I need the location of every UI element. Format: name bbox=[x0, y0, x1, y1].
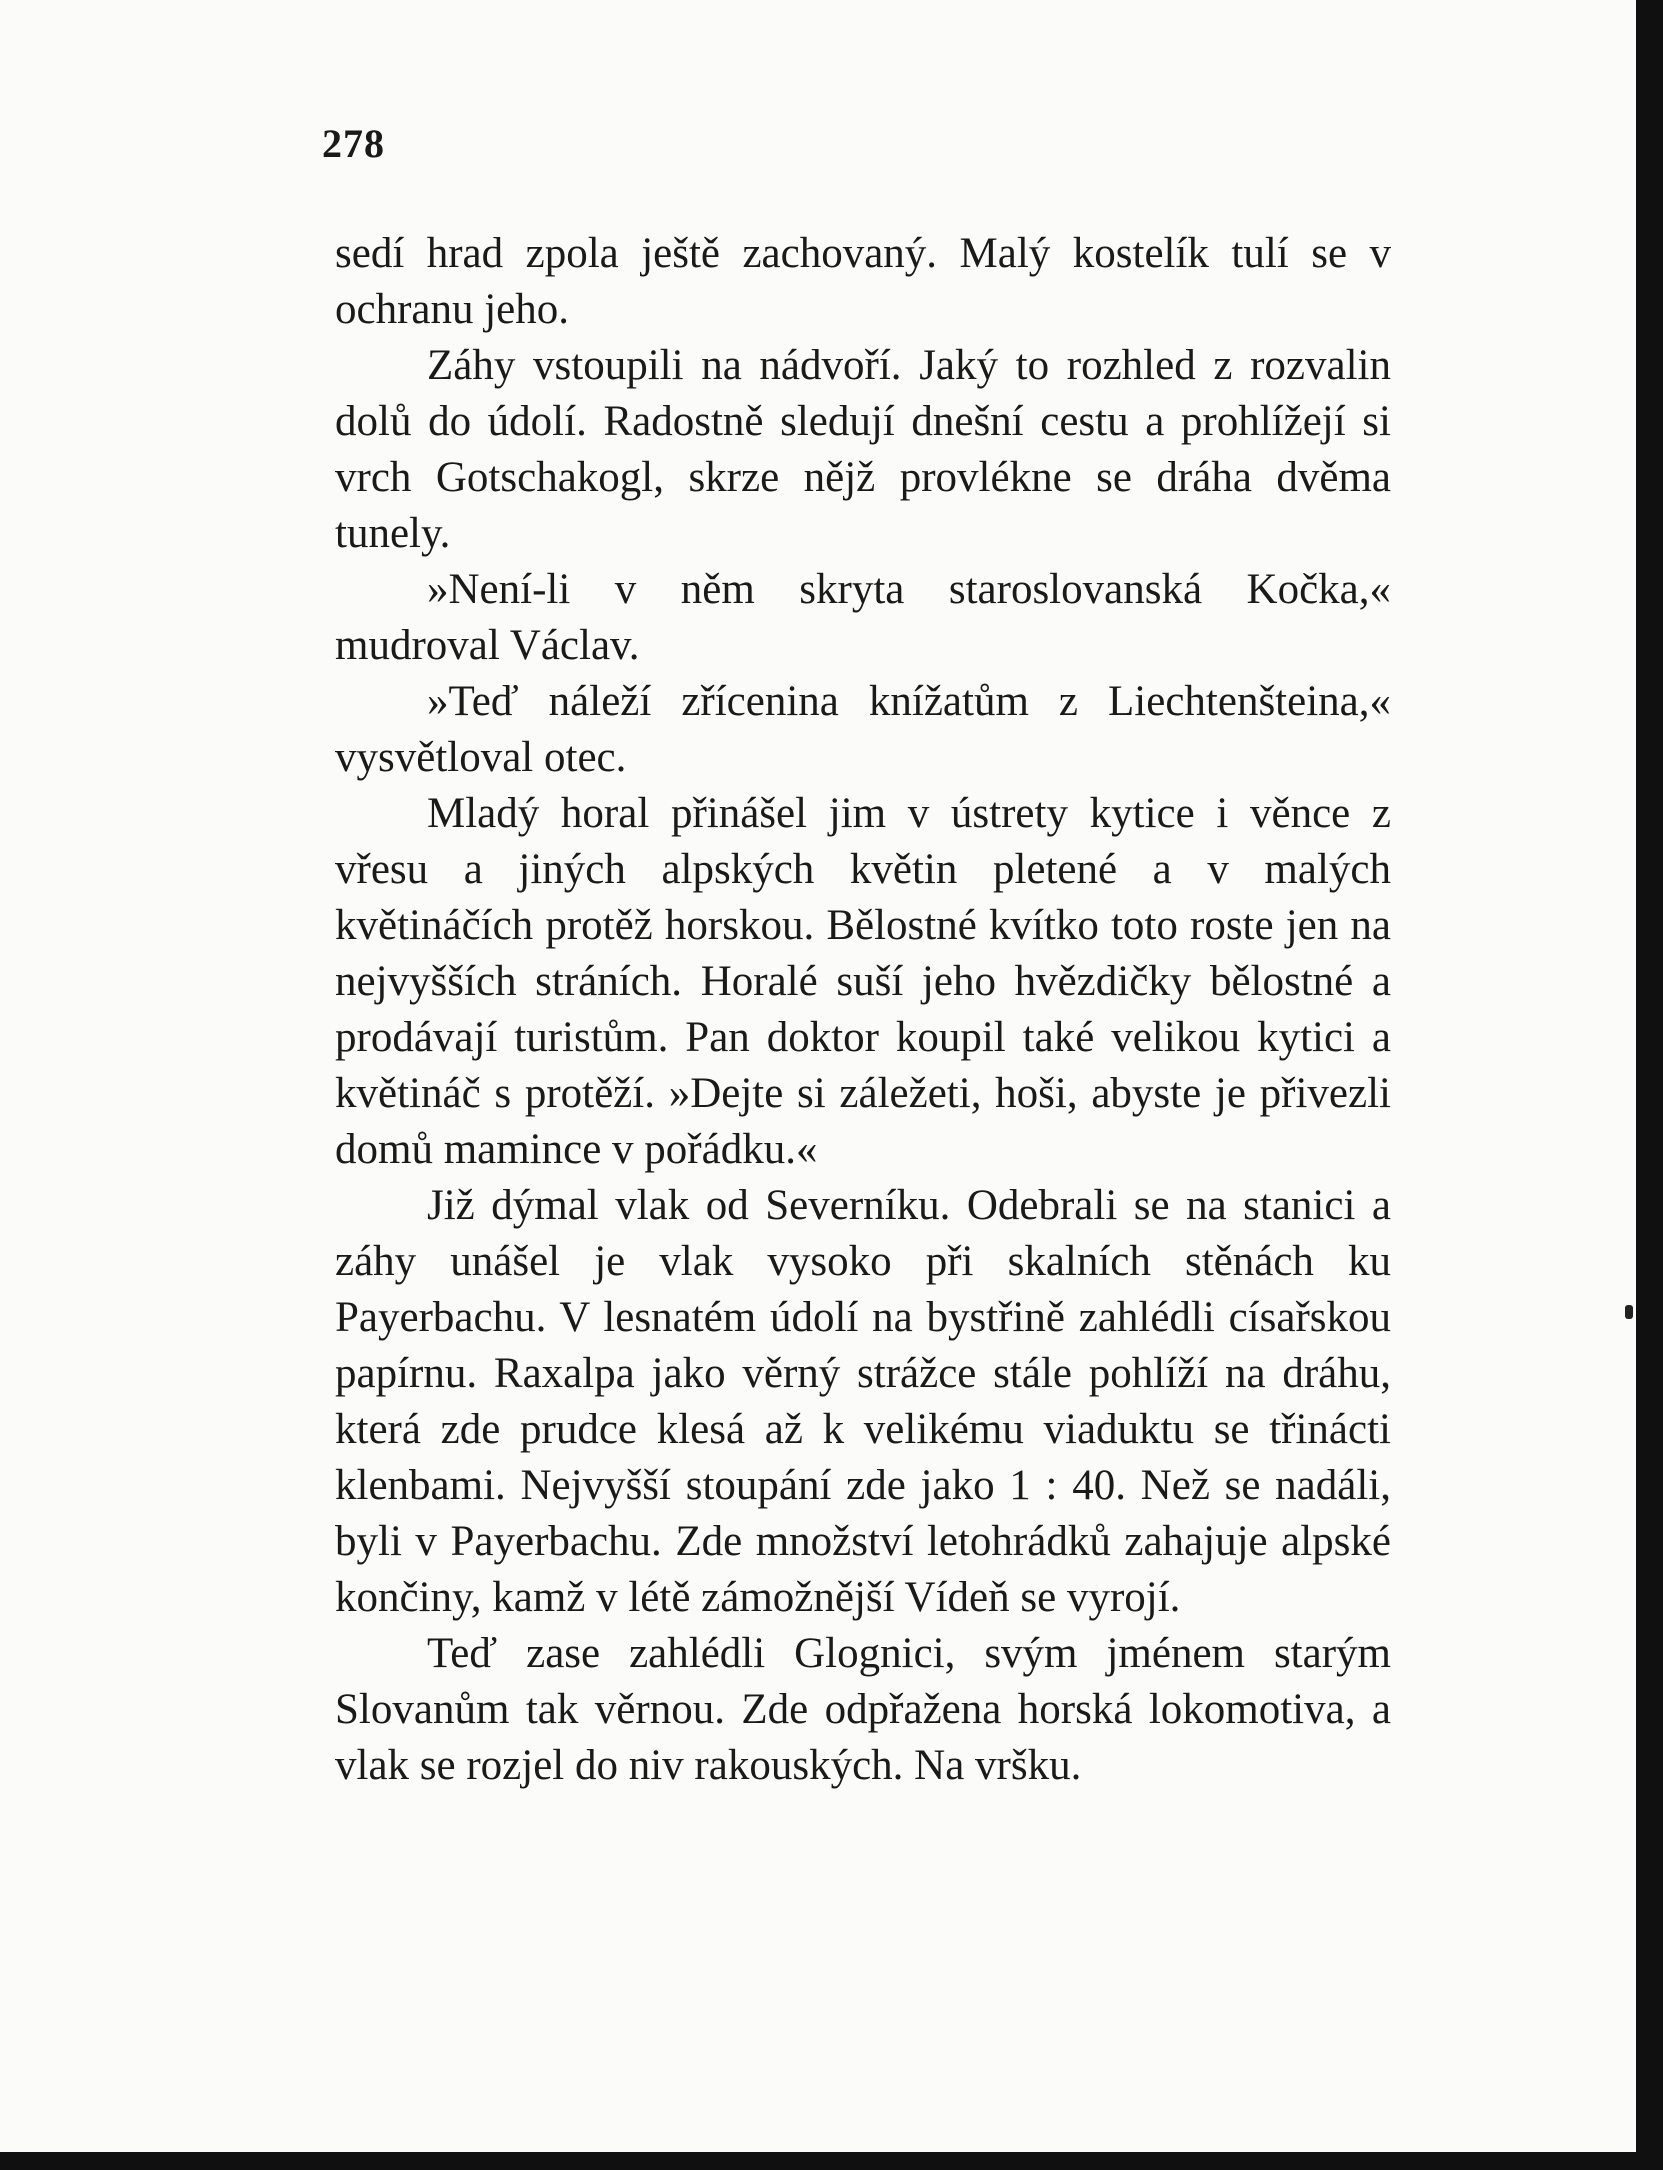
scan-right-border bbox=[1636, 0, 1663, 2170]
paragraph-5: Mladý horal přinášel jim v ústrety kytice i věnce z vřesu a jiných alpských květin pletené a v malých květináčích protěž horskou. Bělostné kvítko toto roste jen na nejvyšších stráních. Horalé suší jeho hvězdičky bělostné a prodávají turistům. Pan doktor koupil také velikou kytici a květináč s protěží. »Dejte si záležeti, hoši, abyste je přivezli domů mamince v pořádku.« bbox=[335, 790, 1391, 1173]
body-text bbox=[335, 226, 1391, 1794]
paragraph-2: Záhy vstoupili na nádvoří. Jaký to rozhled z rozvalin dolů do údolí. Radostně sledují dnešní cestu a prohlížejí si vrch Gotschakogl, skrze nějž provlékne se dráha dvěma tunely. bbox=[335, 342, 1391, 557]
paragraph-4: »Teď náleží zřícenina knížatům z Liechtenšteina,« vysvětloval otec. bbox=[335, 678, 1391, 781]
paragraph-6: Již dýmal vlak od Severníku. Odebrali se na stanici a záhy unášel je vlak vysoko při skalních stěnách ku Payerbachu. V lesnatém údolí na bystřině zahlédli císařskou papírnu. Raxalpa jako věrný strážce stále pohlíží na dráhu, která zde prudce klesá až k velikému viaduktu se třinácti klenbami. Nejvyšší stoupání zde jako 1 : 40. Než se nadáli, byli v Payerbachu. Zde množství letohrádků zahajuje alpské končiny, kamž v létě zámožnější Vídeň se vyrojí. bbox=[335, 1182, 1391, 1621]
scan-bottom-border bbox=[0, 2152, 1663, 2170]
paragraph-1: sedí hrad zpola ještě zachovaný. Malý kostelík tulí se v ochranu jeho. bbox=[335, 230, 1391, 333]
margin-ink-mark bbox=[1625, 1305, 1633, 1319]
page-number: 278 bbox=[322, 121, 385, 166]
paragraph-7: Teď zase zahlédli Glognici, svým jménem starým Slovanům tak věrnou. Zde odpřažena horská lokomotiva, a vlak se rozjel do niv rakouských. Na vršku. bbox=[335, 1630, 1391, 1789]
paragraph-3: »Není-li v něm skryta staroslovanská Kočka,« mudroval Václav. bbox=[335, 566, 1391, 669]
